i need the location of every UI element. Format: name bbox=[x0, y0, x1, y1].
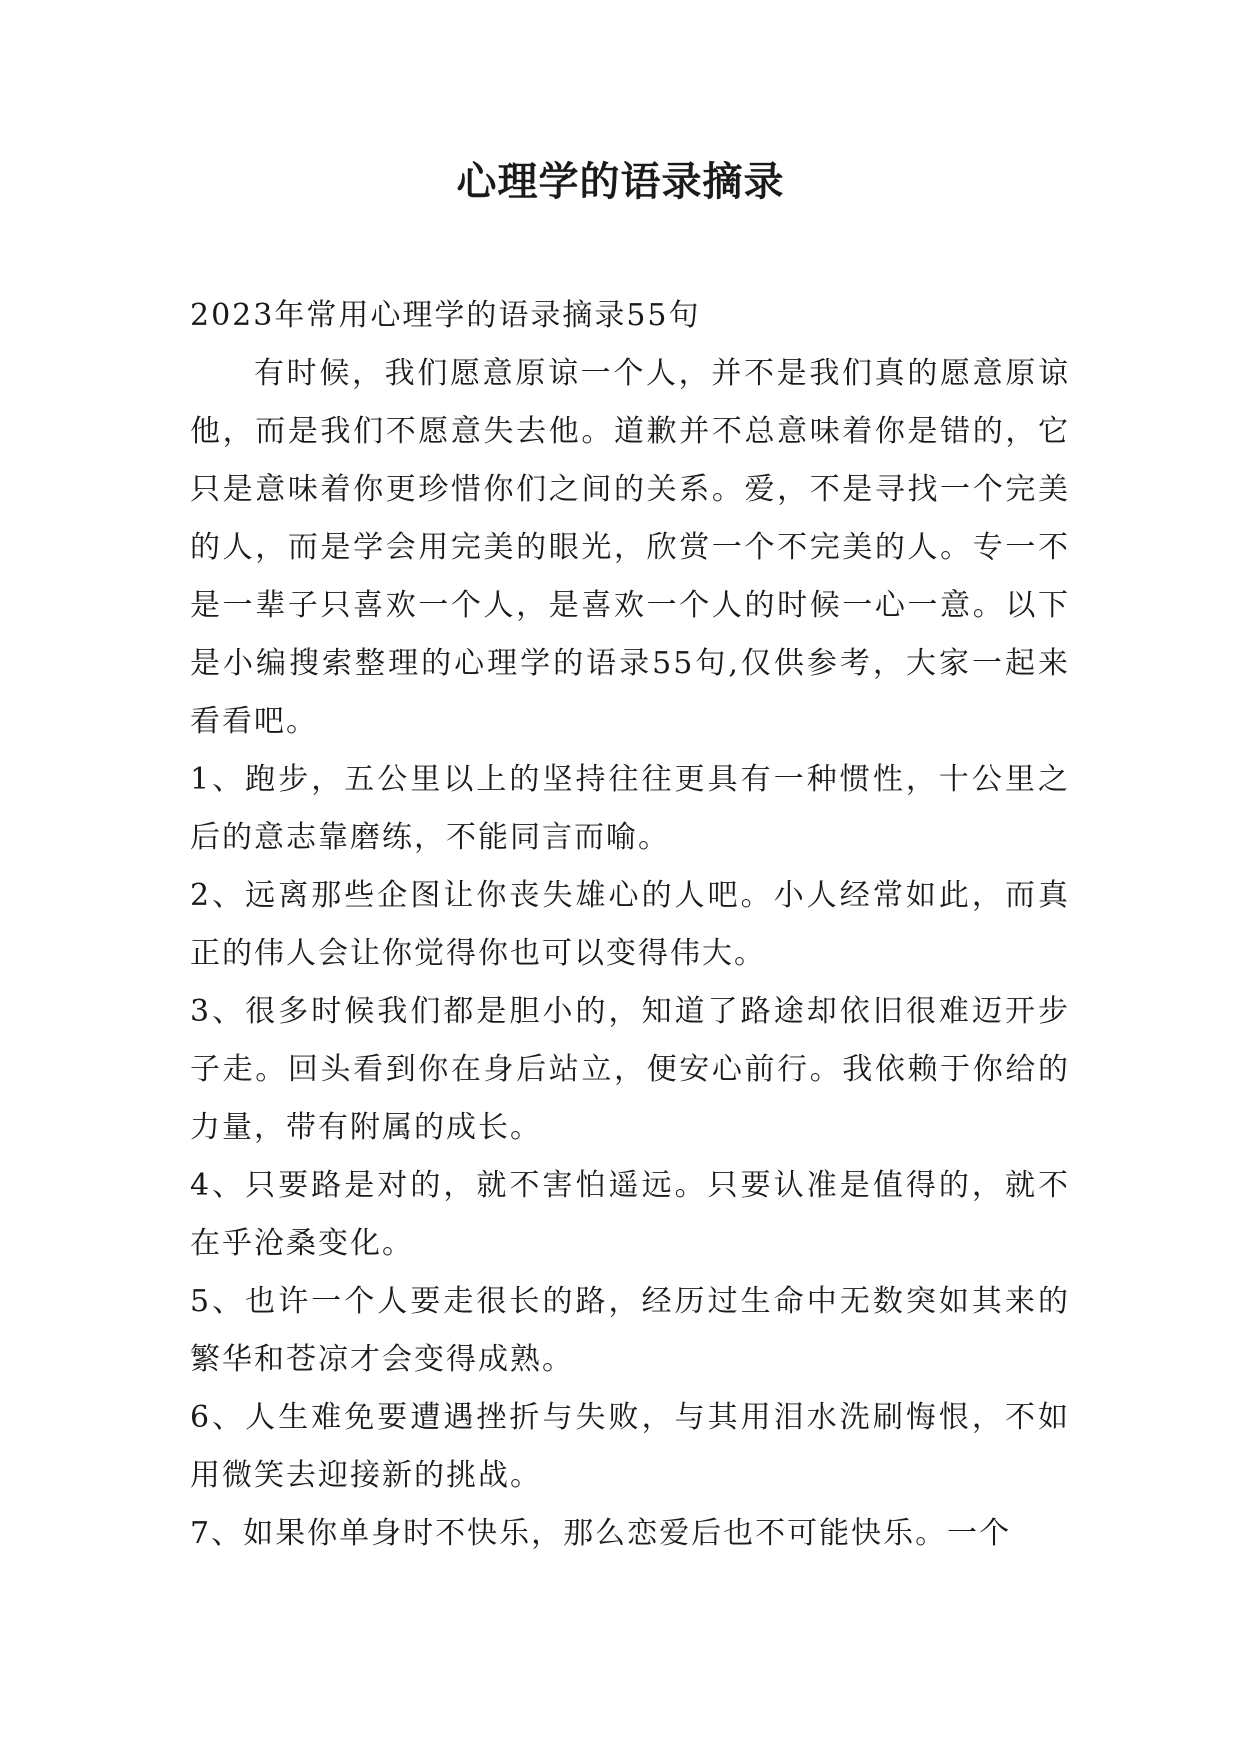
intro-paragraph: 有时候，我们愿意原谅一个人，并不是我们真的愿意原谅他，而是我们不愿意失去他。道歉并不总意味着你是错的，它只是意味着你更珍惜你们之间的关系。爱，不是寻找一个完美的人，而是学会用完美的眼光，欣赏一个不完美的人。专一不是一辈子只喜欢一个人，是喜欢一个人的时候一心一意。以下是小编搜索整理的心理学的语录55句,仅供参考，大家一起来看看吧。 bbox=[190, 356, 1070, 739]
list-item: 6、人生难免要遭遇挫折与失败，与其用泪水洗刷悔恨，不如用微笑去迎接新的挑战。 bbox=[190, 1400, 1070, 1493]
document-title: 心理学的语录摘录 bbox=[456, 159, 785, 205]
list-item: 2、远离那些企图让你丧失雄心的人吧。小人经常如此，而真正的伟人会让你觉得你也可以变得伟大。 bbox=[190, 878, 1070, 971]
document-body bbox=[190, 287, 1070, 1563]
list-item: 1、跑步，五公里以上的坚持往往更具有一种惯性，十公里之后的意志靠磨练，不能同言而喻。 bbox=[190, 762, 1070, 855]
list-item: 4、只要路是对的，就不害怕遥远。只要认准是值得的，就不在乎沧桑变化。 bbox=[190, 1168, 1070, 1261]
list-item: 5、也许一个人要走很长的路，经历过生命中无数突如其来的繁华和苍凉才会变得成熟。 bbox=[190, 1284, 1070, 1377]
document-subtitle: 2023年常用心理学的语录摘录55句 bbox=[190, 298, 701, 333]
list-item: 3、很多时候我们都是胆小的，知道了路途却依旧很难迈开步子走。回头看到你在身后站立，便安心前行。我依赖于你给的力量，带有附属的成长。 bbox=[190, 994, 1070, 1145]
list-item: 7、如果你单身时不快乐，那么恋爱后也不可能快乐。一个 bbox=[190, 1516, 1012, 1551]
